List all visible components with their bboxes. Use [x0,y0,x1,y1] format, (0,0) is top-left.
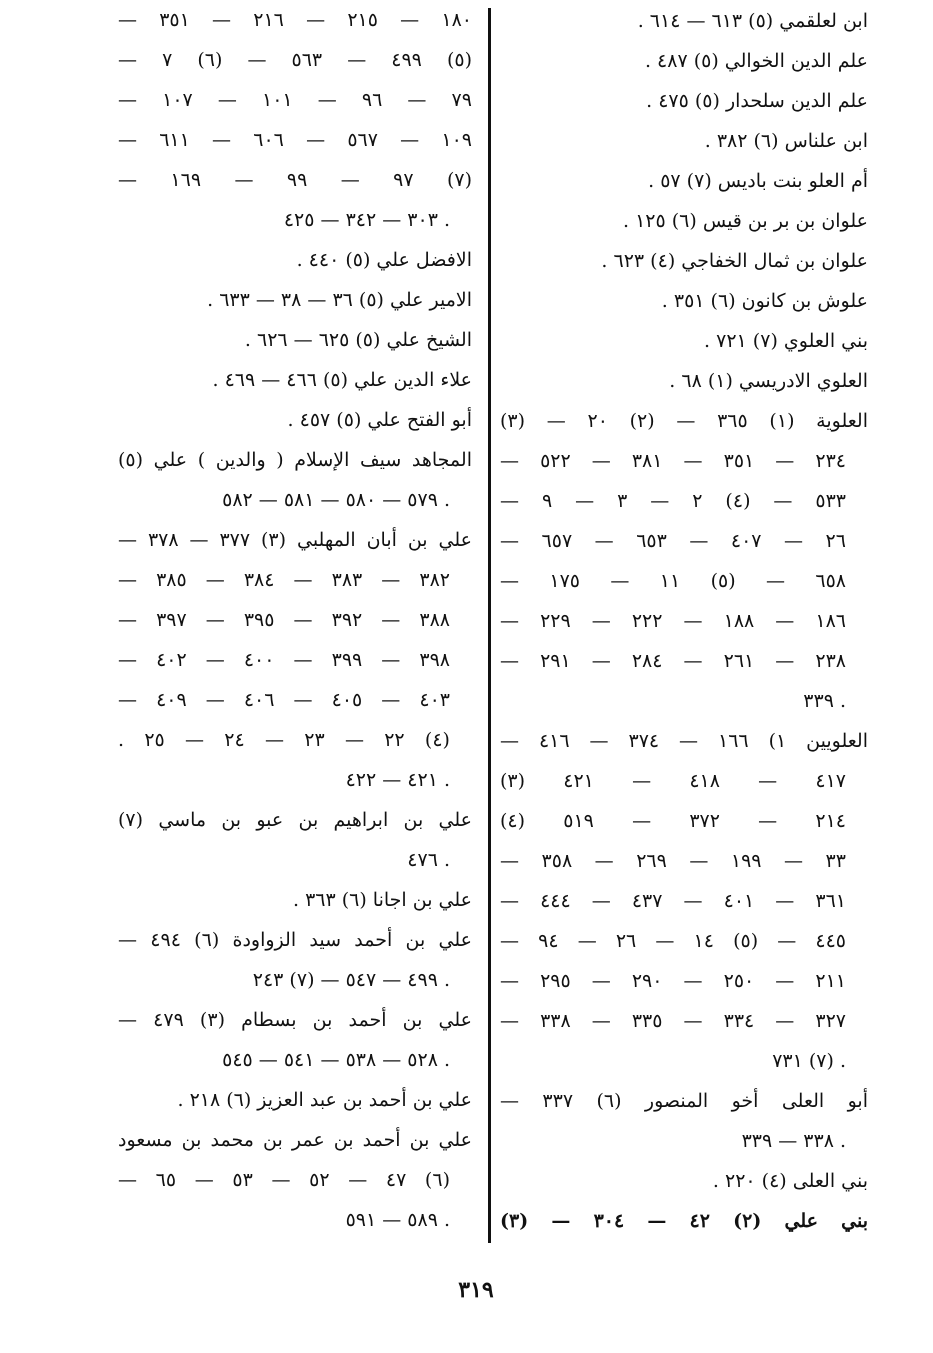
index-entry-continuation: ٢١٤ — ٣٧٢ — ٥١٩ (٤) [500,810,846,832]
index-entry: العلوية (١) ٣٦٥ — (٢) ٢٠ — (٣) [500,410,868,432]
index-entry-continuation: ٢٦ — ٤٠٧ — ٦٥٣ — ٦٥٧ — [500,530,846,552]
index-entry: علي بن أحمد بن عمر بن محمد بن مسعود [118,1129,472,1151]
index-entry-continuation: ٣٦١ — ٤٠١ — ٤٣٧ — ٤٤٤ — [500,890,846,912]
index-entry-continuation: ٤٠٣ — ٤٠٥ — ٤٠٦ — ٤٠٩ — [118,689,450,711]
index-entry-continuation: ٣٢٧ — ٣٣٤ — ٣٣٥ — ٣٣٨ — [500,1010,846,1032]
index-entry-continuation: . ٥٢٨ — ٥٣٨ — ٥٤١ — ٥٤٥ [222,1049,450,1071]
index-entry-continuation: ١٨٦ — ١٨٨ — ٢٢٢ — ٢٢٩ — [500,610,846,632]
index-entry-continuation: . ٤٧٦ [407,849,450,871]
index-entry: علي بن أحمد بن عبد العزيز (٦) ٢١٨ . [177,1089,472,1111]
index-entry-continuation: ٣٩٨ — ٣٩٩ — ٤٠٠ — ٤٠٢ — [118,649,450,671]
index-entry: علوان بن ثمال الخفاجي (٤) ٦٢٣ . [601,250,868,272]
index-entry: علاء الدين علي (٥) ٤٦٦ — ٤٦٩ . [212,369,472,391]
index-entry-continuation: (٥) ٤٩٩ — ٥٦٣ — (٦) ٧ — [118,49,472,71]
index-entry-continuation: ٣٣ — ١٩٩ — ٢٦٩ — ٣٥٨ — [500,850,846,872]
index-entry-continuation: ٥٣٣ — (٤) ٢ — ٣ — ٩ — [500,490,846,512]
index-entry: علي بن أحمد بن بسطام (٣) ٤٧٩ — [118,1009,472,1031]
column-divider [488,8,491,1243]
index-entry: بني العلوي (٧) ٧٢١ . [704,330,868,352]
index-entry: ابن لعلقمي (٥) ٦١٣ — ٦١٤ . [637,10,868,32]
index-entry: علوان بن بر بن قيس (٦) ١٢٥ . [623,210,868,232]
index-entry: علي بن اجانا (٦) ٣٦٣ . [292,889,472,911]
index-entry-continuation: ١٨٠ — ٢١٥ — ٢١٦ — ٣٥١ — [118,9,472,31]
index-entry: علم الدين سلحدار (٥) ٤٧٥ . [646,90,868,112]
index-entry-continuation: . ٥٨٩ — ٥٩١ [345,1209,450,1231]
index-entry: الافضل علي (٥) ٤٤٠ . [296,249,472,271]
index-entry: الشيخ علي (٥) ٦٢٥ — ٦٢٦ . [244,329,472,351]
index-entry: الامير علي (٥) ٣٦ — ٣٨ — ٦٣٣ . [207,289,472,311]
index-entry-continuation: ٢١١ — ٢٥٠ — ٢٩٠ — ٢٩٥ — [500,970,846,992]
index-entry-continuation: . ٤٢١ — ٤٢٢ [345,769,450,791]
index-entry-continuation: ٤٤٥ — (٥) ١٤ — ٢٦ — ٩٤ — [500,930,846,952]
index-entry-continuation: (٦) ٤٧ — ٥٢ — ٥٣ — ٦٥ — [118,1169,450,1191]
index-entry-continuation: ٢٣٨ — ٢٦١ — ٢٨٤ — ٢٩١ — [500,650,846,672]
index-entry: العلويين ١) ١٦٦ — ٣٧٤ — ٤١٦ — [500,730,868,752]
index-entry: علي بن أبان المهلبي (٣) ٣٧٧ — ٣٧٨ — [118,529,472,551]
index-entry-continuation: ٧٩ — ٩٦ — ١٠١ — ١٠٧ — [118,89,472,111]
index-entry: بني علي (٢) ٤٢ — ٣٠٤ — (٣) [500,1210,868,1232]
page-number: ٣١٩ [458,1277,494,1303]
index-entry: بني العلى (٤) ٢٢٠ . [712,1170,868,1192]
index-entry-continuation: (٧) ٩٧ — ٩٩ — ١٦٩ — [118,169,472,191]
index-entry-continuation: ٣٨٨ — ٣٩٢ — ٣٩٥ — ٣٩٧ — [118,609,450,631]
index-entry: المجاهد سيف الإسلام ( والدين ) علي (٥) [118,449,472,471]
index-entry-continuation: (٤) ٢٢ — ٢٣ — ٢٤ — ٢٥ . [118,729,450,751]
index-entry: العلوي الادريسي (١) ٦٨ . [669,370,868,392]
index-entry: أبو الفتح علي (٥) ٤٥٧ . [287,409,472,431]
index-entry: ابن علناس (٦) ٣٨٢ . [704,130,868,152]
index-entry-continuation: . ٣٣٩ [803,690,846,712]
index-entry: علي بن أحمد سيد الزواودة (٦) ٤٩٤ — [118,929,472,951]
index-entry-continuation: ٦٥٨ — (٥) ١١ — ١٧٥ — [500,570,846,592]
index-entry: علي بن ابراهيم بن عبو بن ماسي (٧) [118,809,472,831]
index-entry: أبو العلى أخو المنصور (٦) ٣٣٧ — [500,1090,868,1112]
index-entry: علم الدين الخوالي (٥) ٤٨٧ . [644,50,868,72]
index-entry-continuation: ١٠٩ — ٥٦٧ — ٦٠٦ — ٦١١ — [118,129,472,151]
index-entry: أم العلو بنت باديس (٧) ٥٧ . [648,170,868,192]
index-entry-continuation: . ٣٠٣ — ٣٤٢ — ٤٢٥ [283,209,450,231]
index-entry-continuation: . ٣٣٨ — ٣٣٩ [741,1130,846,1152]
index-entry-continuation: ٤١٧ — ٤١٨ — ٤٢١ (٣) [500,770,846,792]
index-entry-continuation: ٢٣٤ — ٣٥١ — ٣٨١ — ٥٢٢ — [500,450,846,472]
index-entry-continuation: . ٤٩٩ — ٥٤٧ — (٧) ٢٤٣ [252,969,450,991]
index-entry: علوش بن كانون (٦) ٣٥١ . [661,290,868,312]
index-entry-continuation: . (٧) ٧٣١ [772,1050,846,1072]
index-entry-continuation: . ٥٧٩ — ٥٨٠ — ٥٨١ — ٥٨٢ [222,489,450,511]
index-entry-continuation: ٣٨٢ — ٣٨٣ — ٣٨٤ — ٣٨٥ — [118,569,450,591]
